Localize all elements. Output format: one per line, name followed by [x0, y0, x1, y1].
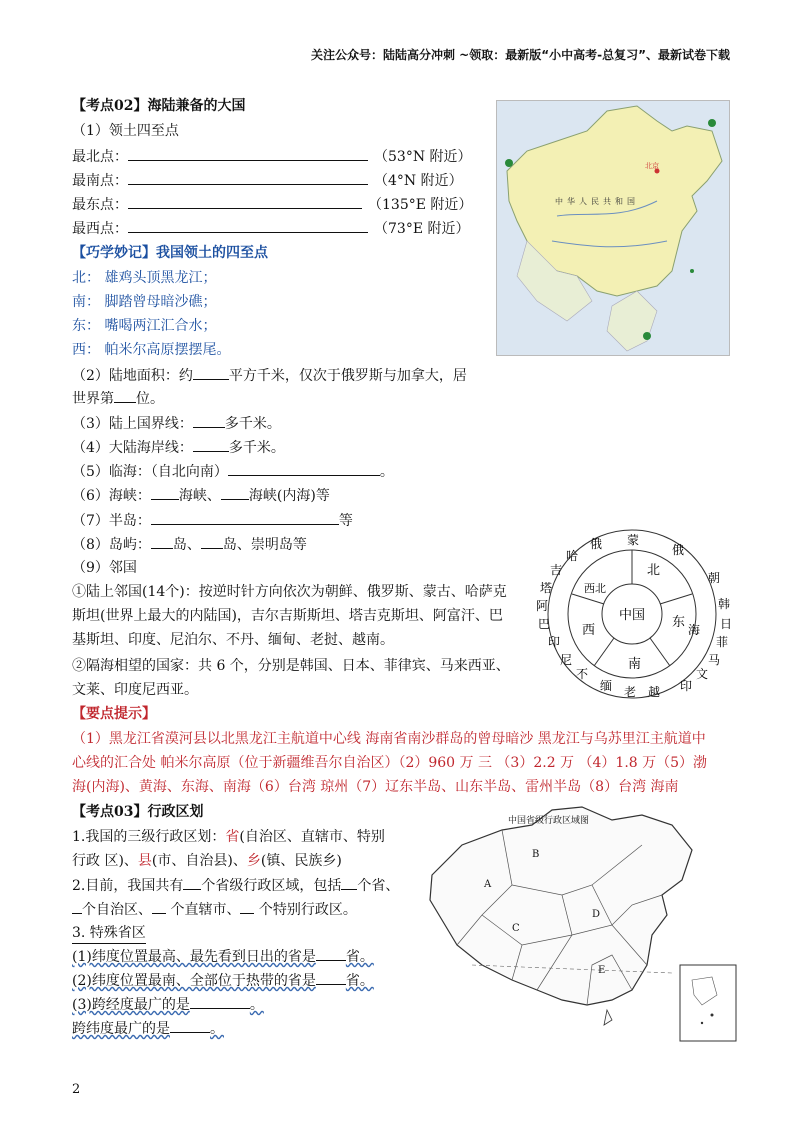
west-label: 最西点： [72, 221, 128, 237]
q6-blank-1[interactable] [151, 485, 179, 500]
admin-9-b: 。 [210, 1021, 224, 1037]
admin-line-2 [72, 851, 342, 871]
admin-3-blank-1[interactable] [183, 875, 201, 890]
land-neighbors-2: 斯坦(世界上最大的内陆国)，吉尔吉斯斯坦、塔吉克斯坦、阿富汗、巴 [72, 608, 503, 624]
south-blank[interactable] [128, 170, 368, 185]
wheel-japan: 日 [720, 617, 732, 631]
question-4 [72, 437, 285, 458]
admin-4-a: 个自治区、 [82, 902, 152, 918]
admin-7-a: (2)纬度位置最南、全部位于热带的省是 [72, 973, 316, 989]
south-hint: （4°N 附近） [374, 173, 463, 189]
wheel-dir-north: 北 [647, 563, 661, 578]
admin-9-a: 跨纬度最广的是 [72, 1021, 170, 1037]
admin-7-blank[interactable] [316, 970, 346, 985]
wheel-dir-south: 南 [628, 657, 642, 672]
mnemonic-east: 东： 嘴喝两江汇合水； [72, 318, 217, 334]
q2-text-b: 平方千米，仅次于俄罗斯与加拿大，居 [228, 368, 467, 384]
wheel-malaysia: 马 [708, 653, 721, 667]
q7-blank[interactable] [151, 510, 339, 525]
north-hint: （53°N 附近） [374, 149, 472, 165]
admin-9-blank[interactable] [170, 1018, 210, 1033]
mnemonic-north: 北： 雄鸡头顶黑龙江； [72, 270, 217, 286]
province-map-image [412, 805, 742, 1045]
page-header: 关注公众号：陆陆高分冲刺 ~领取：最新版“小中高考-总复习”、最新试卷下载 [311, 48, 730, 62]
wheel-myanmar: 缅 [600, 679, 613, 693]
q2-blank-area[interactable] [193, 365, 229, 380]
province-map-svg [412, 805, 742, 1045]
q3-text-b: 多千米。 [224, 416, 281, 432]
wheel-mongolia: 蒙 [627, 533, 640, 547]
northmost-row [72, 146, 472, 167]
question-2-row1 [72, 365, 467, 386]
mnemonic-west: 西： 帕米尔高原摆摆尾。 [72, 342, 231, 358]
q7-text-a: （7）半岛： [72, 513, 151, 529]
question-5 [72, 461, 394, 482]
map2-title: 中国省级行政区域图 [508, 816, 590, 826]
admin-1-province: 省 [225, 829, 240, 845]
q2-blank-rank[interactable] [114, 388, 136, 403]
q3-blank[interactable] [193, 413, 225, 428]
tips-title: 【要点提示】 [72, 706, 156, 722]
admin-1-a: 1.我国的三级行政区划： [72, 829, 226, 845]
admin-line-6 [72, 946, 374, 967]
admin-4-blank-2[interactable] [152, 899, 166, 914]
admin-line-9 [72, 1018, 224, 1039]
sea-neighbors-1: ②隔海相望的国家：共 6 个，分别是韩国、日本、菲律宾、马来西亚、 [72, 658, 510, 674]
southmost-row [72, 170, 463, 191]
admin-2-c: (市、自治县)、 [151, 853, 247, 869]
question-6 [72, 485, 330, 506]
admin-4-b: 个直辖市、 [166, 902, 241, 918]
mnemonic-title: 【巧学妙记】我国领土的四至点 [72, 245, 268, 261]
q8-blank-2[interactable] [201, 534, 223, 549]
admin-line-8 [72, 994, 264, 1015]
section-title-03: 【考点03】行政区划 [72, 804, 204, 820]
q5-text-b: 。 [379, 464, 394, 480]
wheel-vietnam: 越 [648, 685, 661, 699]
admin-3-a: 2.目前，我国共有 [72, 878, 184, 894]
question-1: （1）领土四至点 [72, 123, 179, 139]
answers-line-1: （1）黑龙江省漠河县以北黑龙江主航道中心线 海南省南沙群岛的曾母暗沙 黑龙江与乌苏里江主航道中 [72, 731, 706, 747]
wheel-kazakhstan: 哈 [566, 549, 579, 563]
wheel-tajikistan: 塔 [540, 581, 553, 595]
admin-4-blank-1[interactable] [72, 899, 82, 914]
map2-letter-b: B [532, 849, 540, 860]
map2-letter-c: C [512, 923, 520, 934]
sea-neighbors-2: 文莱、印度尼西亚。 [72, 682, 198, 698]
wheel-korea-s: 韩 [718, 597, 731, 611]
china-map-svg [497, 101, 729, 355]
admin-2-a: 行政 区)、 [72, 853, 138, 869]
question-2-row2 [72, 388, 164, 409]
westmost-row [72, 218, 469, 239]
admin-8-blank[interactable] [190, 994, 250, 1009]
admin-3-b: 个省级行政区域，包括 [201, 878, 342, 894]
wheel-laos: 老 [624, 685, 637, 699]
admin-6-a: (1)纬度位置最高、最先看到日出的省是 [72, 949, 316, 965]
admin-1-c: (自治区、直辖市、特别 [239, 829, 385, 845]
north-blank[interactable] [128, 146, 368, 161]
eastmost-row [72, 194, 472, 215]
wheel-center: 中国 [618, 608, 646, 623]
q8-text-b: 岛、 [172, 537, 201, 553]
admin-6-blank[interactable] [316, 946, 346, 961]
map2-letter-d: D [592, 909, 601, 920]
wheel-pakistan: 巴 [538, 617, 551, 631]
admin-2-e: (镇、民族乡) [260, 853, 342, 869]
q2-text-c: 世界第 [72, 391, 114, 407]
map1-city: 北京 [645, 162, 659, 170]
mnemonic-south: 南： 脚踏曾母暗沙礁； [72, 294, 217, 310]
map2-letter-e: E [598, 965, 606, 976]
wheel-nepal: 尼 [560, 653, 573, 667]
question-7 [72, 510, 353, 531]
admin-8-b: 。 [249, 997, 264, 1013]
wheel-philippines: 菲 [716, 635, 729, 649]
land-neighbors-1: ①陆上邻国(14个)：按逆时针方向依次为朝鲜、俄罗斯、蒙古、哈萨克 [72, 584, 507, 600]
wheel-dir-northwest: 西北 [584, 582, 606, 595]
north-label: 最北点： [72, 149, 128, 165]
admin-2-township: 乡 [246, 853, 261, 869]
west-hint: （73°E 附近） [374, 221, 470, 237]
question-3 [72, 413, 281, 434]
land-neighbors-3: 基斯坦、印度、尼泊尔、不丹、缅甸、老挝、越南。 [72, 632, 394, 648]
admin-line-3 [72, 875, 399, 896]
answers-line-2: 心线的汇合处 帕米尔高原（位于新疆维吾尔自治区）（2）960 万 三 （3）2.2 万 （4）1.8 万（5）渤 [72, 755, 708, 771]
admin-line-1 [72, 827, 385, 847]
page-number: 2 [72, 1082, 81, 1097]
q7-text-b: 等 [338, 513, 353, 529]
admin-4-blank-3[interactable] [240, 899, 254, 914]
admin-line-7 [72, 970, 374, 991]
wheel-dir-east: 东 [672, 615, 686, 630]
admin-6-b: 省。 [345, 949, 374, 965]
q5-blank[interactable] [228, 461, 380, 476]
wheel-india: 印 [548, 635, 561, 649]
east-label: 最东点： [72, 197, 128, 213]
q4-text-b: 多千米。 [228, 440, 285, 456]
q6-text-b: 海峡、 [178, 488, 221, 504]
map1-title: 中华人民共和国 [555, 197, 639, 206]
south-label: 最南点： [72, 173, 128, 189]
wheel-brunei: 文 [696, 667, 709, 681]
wheel-russia-west: 俄 [590, 537, 603, 551]
q8-text-a: （8）岛屿： [72, 537, 151, 553]
west-blank[interactable] [128, 218, 368, 233]
admin-8-a: (3)跨经度最广的是 [72, 997, 190, 1013]
q5-text-a: （5）临海：（自北向南） [72, 464, 228, 480]
admin-3-blank-2[interactable] [341, 875, 357, 890]
section-title-02: 【考点02】海陆兼备的大国 [72, 98, 246, 114]
wheel-afghanistan: 阿 [536, 599, 549, 613]
q2-text-a: （2）陆地面积：约 [72, 368, 193, 384]
q6-text-a: （6）海峡： [72, 488, 151, 504]
east-blank[interactable] [128, 194, 362, 209]
q3-text-a: （3）陆上国界线： [72, 416, 193, 432]
answers-line-3: 海(内海)、黄海、东海、南海（6）台湾 琼州（7）辽东半岛、山东半岛、雷州半岛（8）台湾 海南 [72, 779, 679, 795]
admin-2-county: 县 [137, 853, 152, 869]
east-hint: （135°E 附近） [368, 197, 473, 213]
admin-4-c: 个特别行政区。 [254, 902, 357, 918]
map2-letter-a: A [484, 879, 492, 890]
q4-blank[interactable] [193, 437, 229, 452]
neighbor-wheel [532, 528, 732, 700]
wheel-korea-n: 朝 [708, 571, 721, 585]
q6-text-c: 海峡(内海)等 [248, 488, 330, 504]
admin-3-c: 个省、 [357, 878, 400, 894]
question-9: （9）邻国 [72, 560, 137, 576]
q8-text-c: 岛、崇明岛等 [222, 537, 307, 553]
q2-text-d: 位。 [136, 391, 164, 407]
wheel-kyrgyzstan: 吉 [550, 563, 563, 577]
admin-7-b: 省。 [345, 973, 374, 989]
admin-line-5: 3. 特殊省区 [72, 923, 146, 944]
q4-text-a: （4）大陆海岸线： [72, 440, 193, 456]
question-8 [72, 534, 307, 555]
wheel-sea-label: 海 [688, 623, 701, 637]
china-map-image [496, 100, 730, 356]
wheel-indonesia: 印 [680, 679, 693, 693]
q8-blank-1[interactable] [151, 534, 173, 549]
admin-line-4 [72, 899, 357, 920]
q6-blank-2[interactable] [221, 485, 249, 500]
wheel-russia: 俄 [672, 543, 685, 557]
wheel-bhutan: 不 [576, 667, 589, 681]
wheel-dir-west: 西 [582, 623, 596, 638]
